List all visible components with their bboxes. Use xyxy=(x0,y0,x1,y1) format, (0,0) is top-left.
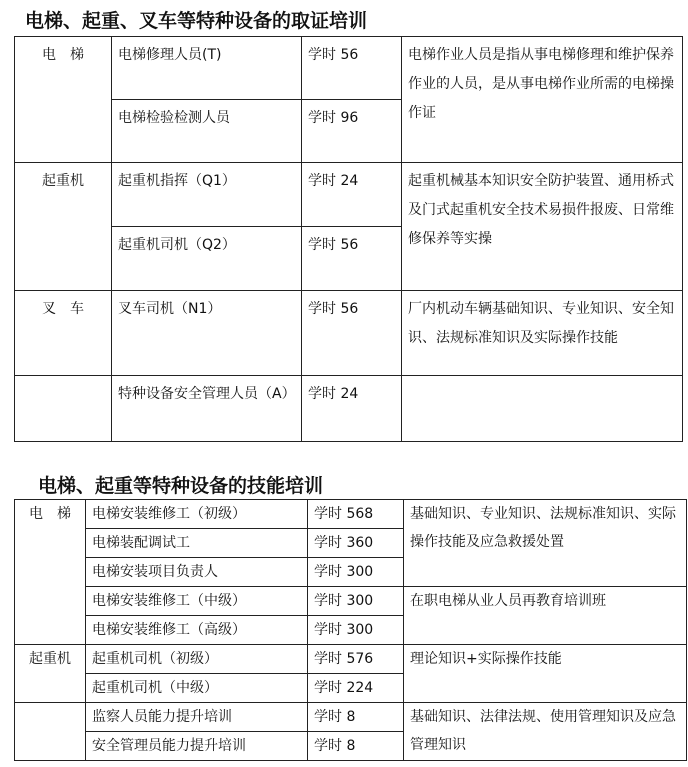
course-cell: 安全管理员能力提升培训 xyxy=(86,732,308,761)
course-cell: 电梯安装维修工（初级） xyxy=(86,500,308,529)
hours-cell: 学时 576 xyxy=(308,645,404,674)
course-cell: 电梯检验检测人员 xyxy=(112,100,302,163)
hours-cell: 学时 300 xyxy=(308,558,404,587)
course-cell: 起重机指挥（Q1） xyxy=(112,163,302,227)
section1-title: 电梯、起重、叉车等特种设备的取证培训 xyxy=(25,10,368,32)
table-row xyxy=(15,291,683,376)
course-cell: 叉车司机（N1） xyxy=(112,291,302,376)
hours-cell: 学时 8 xyxy=(308,732,404,761)
course-cell: 电梯安装项目负责人 xyxy=(86,558,308,587)
hours-cell: 学时 56 xyxy=(302,37,402,100)
description-cell: 基础知识、专业知识、法规标准知识、实际操作技能及应急救援处置 xyxy=(404,500,687,587)
category-cell: 起重机 xyxy=(15,163,112,291)
table-row xyxy=(15,376,683,442)
table-row xyxy=(15,163,683,227)
description-cell: 基础知识、法律法规、使用管理知识及应急管理知识 xyxy=(404,703,687,761)
certification-training-table xyxy=(14,36,683,442)
hours-cell: 学时 24 xyxy=(302,163,402,227)
course-cell: 电梯修理人员(T) xyxy=(112,37,302,100)
skills-training-table xyxy=(14,499,687,761)
description-cell: 在职电梯从业人员再教育培训班 xyxy=(404,587,687,645)
course-cell: 特种设备安全管理人员（A） xyxy=(112,376,302,442)
course-cell: 起重机司机（Q2） xyxy=(112,227,302,291)
course-cell: 电梯安装维修工（中级） xyxy=(86,587,308,616)
hours-cell: 学时 360 xyxy=(308,529,404,558)
hours-cell: 学时 568 xyxy=(308,500,404,529)
description-cell: 电梯作业人员是指从事电梯修理和维护保养作业的人员，是从事电梯作业所需的电梯操作证 xyxy=(402,37,683,163)
course-cell: 监察人员能力提升培训 xyxy=(86,703,308,732)
hours-cell: 学时 300 xyxy=(308,616,404,645)
table-row xyxy=(15,37,683,100)
section2-title: 电梯、起重等特种设备的技能培训 xyxy=(38,475,324,497)
hours-cell: 学时 56 xyxy=(302,291,402,376)
hours-cell: 学时 56 xyxy=(302,227,402,291)
category-cell xyxy=(15,703,86,761)
course-cell: 起重机司机（初级） xyxy=(86,645,308,674)
course-cell: 电梯装配调试工 xyxy=(86,529,308,558)
hours-cell: 学时 24 xyxy=(302,376,402,442)
table-row xyxy=(15,703,687,732)
description-cell xyxy=(402,376,683,442)
category-cell: 电 梯 xyxy=(15,37,112,163)
hours-cell: 学时 224 xyxy=(308,674,404,703)
course-cell: 起重机司机（中级） xyxy=(86,674,308,703)
category-cell: 叉 车 xyxy=(15,291,112,376)
table-row xyxy=(15,500,687,529)
category-cell: 起重机 xyxy=(15,645,86,703)
hours-cell: 学时 96 xyxy=(302,100,402,163)
table-row xyxy=(15,587,687,616)
description-cell: 厂内机动车辆基础知识、专业知识、安全知识、法规标准知识及实际操作技能 xyxy=(402,291,683,376)
description-cell: 起重机械基本知识安全防护装置、通用桥式及门式起重机安全技术易损件报废、日常维修保养等实操 xyxy=(402,163,683,291)
category-cell xyxy=(15,376,112,442)
category-cell: 电 梯 xyxy=(15,500,86,645)
hours-cell: 学时 8 xyxy=(308,703,404,732)
course-cell: 电梯安装维修工（高级） xyxy=(86,616,308,645)
hours-cell: 学时 300 xyxy=(308,587,404,616)
table-row xyxy=(15,645,687,674)
description-cell: 理论知识+实际操作技能 xyxy=(404,645,687,703)
